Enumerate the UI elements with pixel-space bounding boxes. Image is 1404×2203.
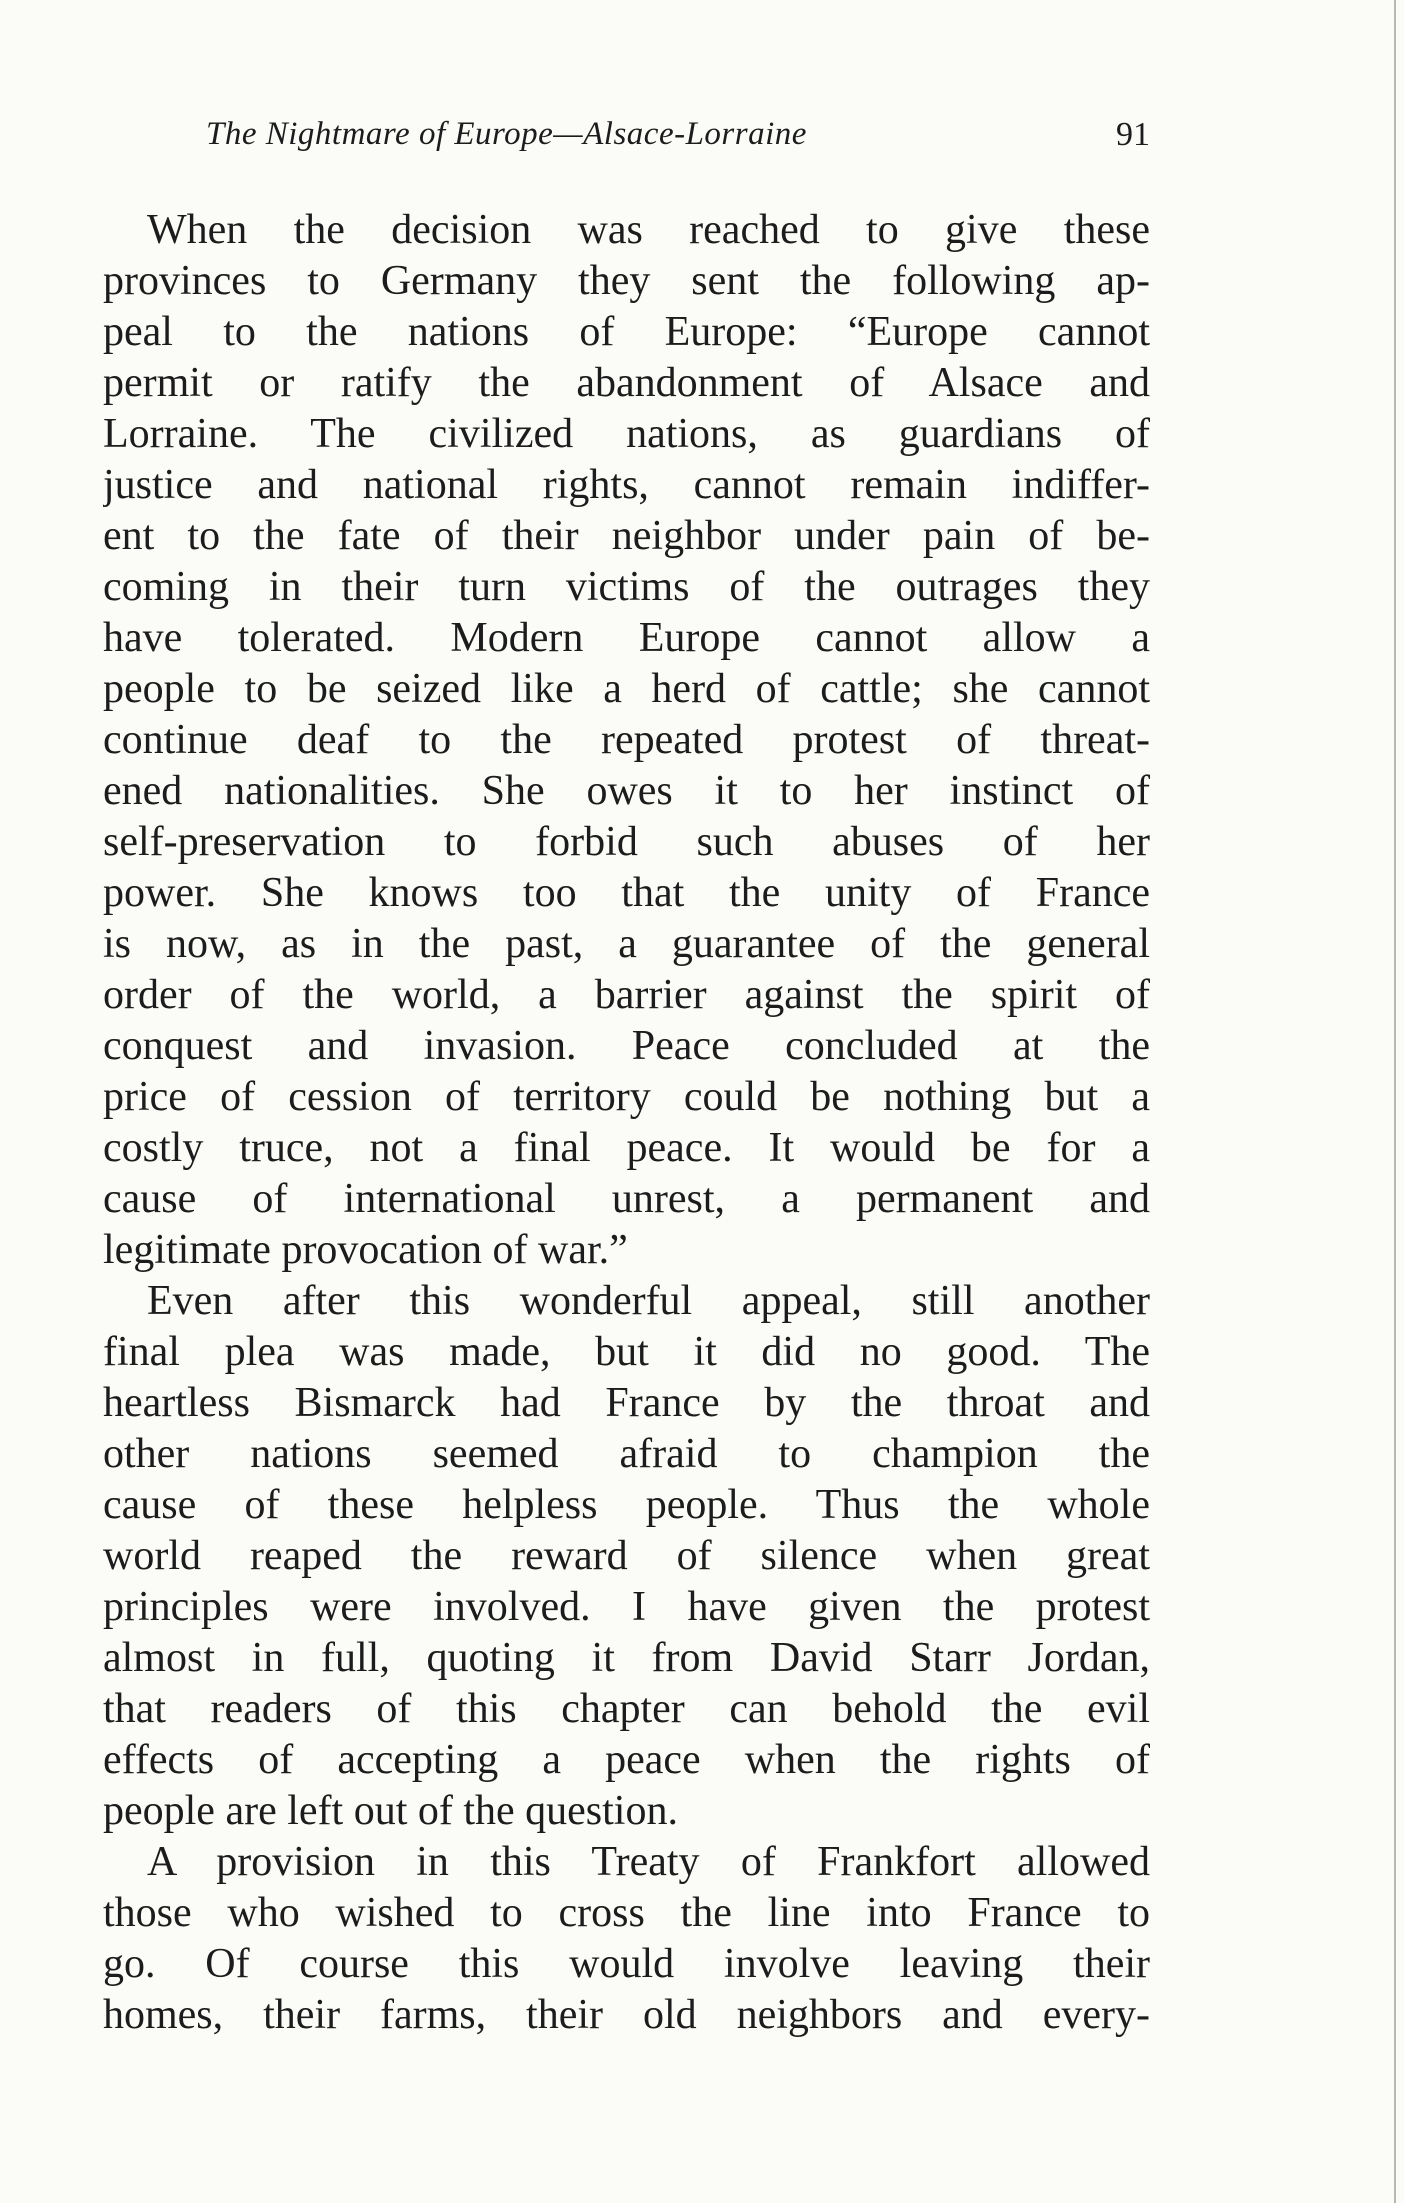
text-line: conquest and invasion. Peace concluded at the — [103, 1023, 1150, 1069]
text-line: justice and national rights, cannot remain indiffer- — [103, 462, 1150, 508]
text-line: order of the world, a barrier against the spirit of — [103, 972, 1150, 1018]
text-line: those who wished to cross the line into France to — [103, 1890, 1150, 1936]
paragraph — [103, 205, 1150, 1276]
text-line: self-preservation to forbid such abuses of her — [103, 819, 1150, 865]
text-line: price of cession of territory could be nothing but a — [103, 1074, 1150, 1120]
text-line: continue deaf to the repeated protest of threat- — [103, 717, 1150, 763]
text-line: permit or ratify the abandonment of Alsace and — [103, 360, 1150, 406]
paragraph — [103, 1276, 1150, 1837]
text-line: principles were involved. I have given the protest — [103, 1584, 1150, 1630]
text-line: power. She knows too that the unity of France — [103, 870, 1150, 916]
page-number: 91 — [1116, 116, 1150, 153]
text-line: other nations seemed afraid to champion the — [103, 1431, 1150, 1477]
text-line: Lorraine. The civilized nations, as guardians of — [103, 411, 1150, 457]
text-line: A provision in this Treaty of Frankfort allowed — [147, 1839, 1150, 1885]
text-line: have tolerated. Modern Europe cannot allow a — [103, 615, 1150, 661]
text-line: heartless Bismarck had France by the throat and — [103, 1380, 1150, 1426]
running-title: The Nightmare of Europe—Alsace-Lorraine — [206, 116, 807, 152]
text-line: peal to the nations of Europe: “Europe cannot — [103, 309, 1150, 355]
text-line: legitimate provocation of war.” — [103, 1227, 628, 1273]
text-line: cause of international unrest, a permanent and — [103, 1176, 1150, 1222]
text-line: is now, as in the past, a guarantee of the general — [103, 921, 1150, 967]
text-line: When the decision was reached to give these — [147, 207, 1150, 253]
page-edge-line — [1394, 0, 1396, 2203]
text-line: people are left out of the question. — [103, 1788, 678, 1834]
text-line: that readers of this chapter can behold the evil — [103, 1686, 1150, 1732]
paragraph — [103, 1837, 1150, 2041]
text-line: go. Of course this would involve leaving their — [103, 1941, 1150, 1987]
text-line: ened nationalities. She owes it to her instinct of — [103, 768, 1150, 814]
text-line: provinces to Germany they sent the following ap- — [103, 258, 1150, 304]
text-line: people to be seized like a herd of cattle; she cannot — [103, 666, 1150, 712]
text-line: almost in full, quoting it from David Starr Jordan, — [103, 1635, 1150, 1681]
text-line: ent to the fate of their neighbor under pain of be- — [103, 513, 1150, 559]
text-line: world reaped the reward of silence when great — [103, 1533, 1150, 1579]
body-text — [103, 205, 1150, 2041]
text-line: effects of accepting a peace when the rights of — [103, 1737, 1150, 1783]
text-line: final plea was made, but it did no good. The — [103, 1329, 1150, 1375]
text-line: cause of these helpless people. Thus the whole — [103, 1482, 1150, 1528]
text-line: Even after this wonderful appeal, still another — [147, 1278, 1150, 1324]
running-header — [206, 116, 1150, 166]
text-line: homes, their farms, their old neighbors and every- — [103, 1992, 1150, 2038]
text-line: coming in their turn victims of the outrages they — [103, 564, 1150, 610]
text-line: costly truce, not a final peace. It would be for a — [103, 1125, 1150, 1171]
